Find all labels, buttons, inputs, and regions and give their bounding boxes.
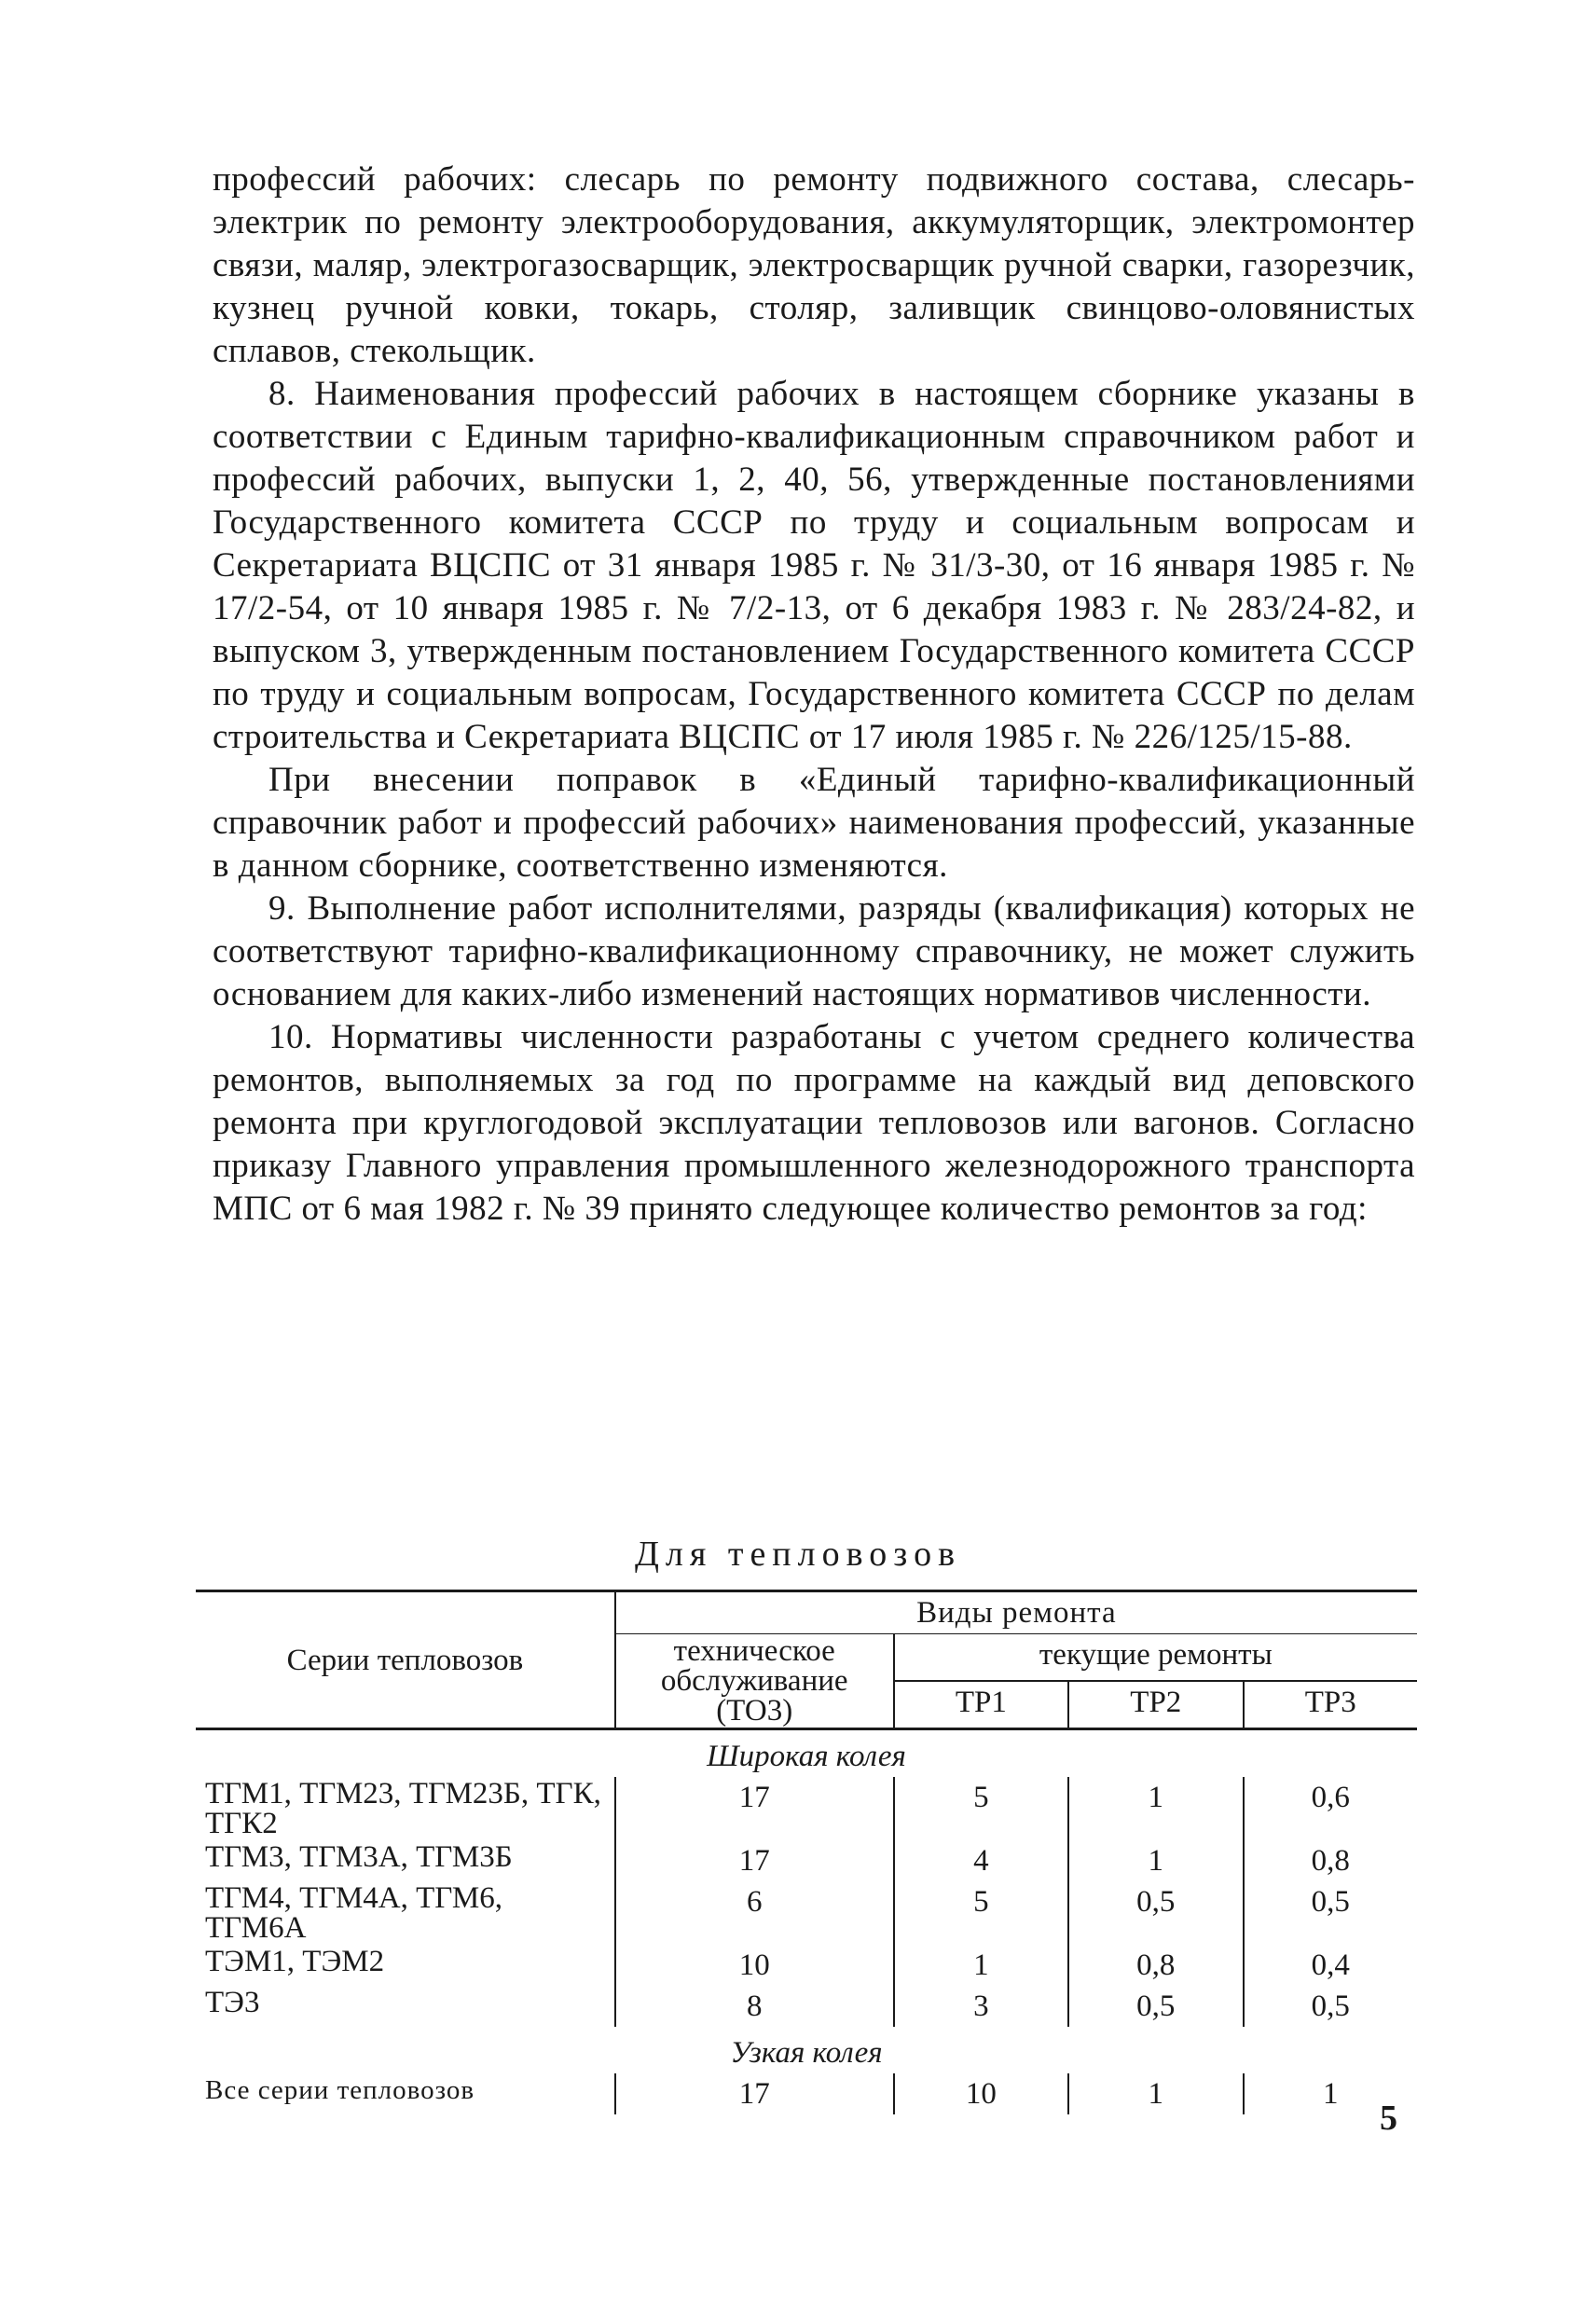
cell-tr1: 4: [894, 1840, 1068, 1881]
header-series: Серии тепловозов: [196, 1591, 615, 1729]
cell-tr1: 5: [894, 1777, 1068, 1840]
table-caption: Для тепловозов: [634, 1535, 962, 1574]
page-number: 5: [1380, 2099, 1397, 2138]
header-tr2: ТР2: [1068, 1681, 1243, 1729]
table-row: [196, 1945, 1417, 1986]
cell-tr2: 0,8: [1068, 1945, 1243, 1986]
cell-tr1: 10: [894, 2073, 1068, 2114]
section-broad-gauge: Широкая колея: [707, 1740, 906, 1773]
header-tr3: ТР3: [1244, 1681, 1417, 1729]
cell-tr2: 1: [1068, 2073, 1243, 2114]
cell-tr2: 0,5: [1068, 1881, 1243, 1945]
cell-series: ТГМ4, ТГМ4А, ТГМ6, ТГМ6А: [196, 1881, 615, 1945]
cell-tr1: 1: [894, 1945, 1068, 1986]
body-text: [213, 158, 1415, 1231]
header-tr1: ТР1: [894, 1681, 1068, 1729]
cell-tr2: 1: [1068, 1777, 1243, 1840]
cell-tr3: 0,4: [1311, 1948, 1350, 1982]
cell-series: Все серии тепловозов: [196, 2073, 615, 2114]
section-narrow-gauge: Узкая колея: [730, 2036, 883, 2070]
repairs-table: [196, 1590, 1417, 2114]
cell-tr1: 3: [894, 1986, 1068, 2027]
table-row: [196, 1777, 1417, 1840]
cell-to3: 17: [615, 1840, 894, 1881]
cell-tr2: 0,5: [1068, 1986, 1243, 2027]
table-row: [196, 1986, 1417, 2027]
cell-series: ТГМ1, ТГМ23, ТГМ23Б, ТГК, ТГК2: [196, 1777, 615, 1840]
table-row: [196, 1881, 1417, 1945]
cell-tr3: 0,5: [1311, 1885, 1350, 1919]
paragraph-8: 8. Наименования профессий рабочих в настоящем сборнике указаны в соответствии с Единым тарифно-квалификационным справочником работ и профессий рабочих, выпуски 1, 2, 40, 56, утвержденные постановлениями Государственного комитета СССР по труду и социальным вопросам и Секретариата ВЦСПС от 31 января 1985 г. № 31/3-30, от 16 января 1985 г. № 17/2-54, от 10 января 1985 г. № 7/2-13, от 6 декабря 1983 г. № 283/24-82, и выпуском 3, утвержденным постановлением Государственного комитета СССР по труду и социальным вопросам, Государственного комитета СССР по делам строительства и Секретариата ВЦСПС от 17 июля 1985 г. № 226/125/15-88.: [213, 375, 1415, 756]
cell-series: ТЭ3: [196, 1986, 615, 2027]
cell-to3: 17: [615, 1777, 894, 1840]
cell-to3: 10: [615, 1945, 894, 1986]
cell-tr3: 1: [1323, 2077, 1339, 2111]
cell-tr3: 0,8: [1311, 1844, 1350, 1878]
cell-to3: 8: [615, 1986, 894, 2027]
cell-tr1: 5: [894, 1881, 1068, 1945]
header-current-repairs: текущие ремонты: [894, 1634, 1417, 1681]
cell-tr3: 0,6: [1311, 1781, 1350, 1814]
cell-tr2: 1: [1068, 1840, 1243, 1881]
cell-to3: 17: [615, 2073, 894, 2114]
cell-series: ТЭМ1, ТЭМ2: [196, 1945, 615, 1986]
cell-to3: 6: [615, 1881, 894, 1945]
paragraph-9: 9. Выполнение работ исполнителями, разряды (квалификация) которых не соответствуют тарифно-квалификационному справочнику, не может служить основанием для каких-либо изменений настоящих нормативов численности.: [213, 889, 1415, 1013]
header-repair-types: Виды ремонта: [615, 1591, 1417, 1634]
cell-tr3: 0,5: [1311, 1989, 1350, 2023]
paragraph-amendments: При внесении поправок в «Единый тарифно-квалификационный справочник работ и профессий рабочих» наименования профессий, указанные в данном сборнике, соответственно изменяются.: [213, 761, 1415, 885]
paragraph-professions-list: профессий рабочих: слесарь по ремонту подвижного состава, слесарь-электрик по ремонту электрооборудования, аккумуляторщик, электромонтер связи, маляр, электрогазосварщик, электросварщик ручной сварки, газорезчик, кузнец ручной ковки, токарь, столяр, заливщик свинцово-оловянистых сплавов, стекольщик.: [213, 160, 1415, 370]
table-row: [196, 2073, 1417, 2114]
paragraph-10: 10. Нормативы численности разработаны с учетом среднего количества ремонтов, выполняемых за год по программе на каждый вид деповского ремонта при круглогодовой эксплуатации тепловозов или вагонов. Согласно приказу Главного управления промышленного железнодорожного транспорта МПС от 6 мая 1982 г. № 39 принято следующее количество ремонтов за год:: [213, 1018, 1415, 1228]
table-row: [196, 1840, 1417, 1881]
cell-series: ТГМ3, ТГМ3А, ТГМ3Б: [196, 1840, 615, 1881]
header-maintenance: техническое обслуживание (ТО3): [615, 1634, 894, 1729]
